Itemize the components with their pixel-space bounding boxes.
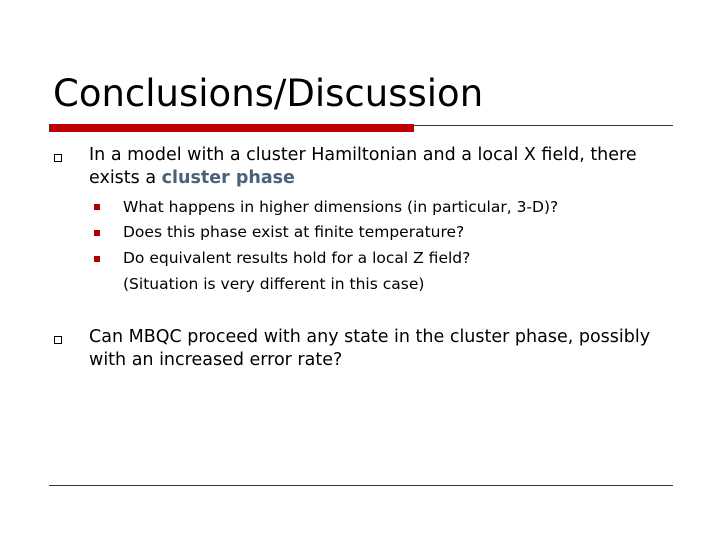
filled-square-bullet-icon [94,204,100,210]
square-bullet-icon [54,336,62,344]
filled-square-bullet-icon [94,230,100,236]
footer-rule [49,485,673,486]
bullet-2-text: Can MBQC proceed with any state in the cluster phase, possibly with an increased error rate? [89,327,651,370]
cluster-phase-highlight: cluster phase [161,168,295,188]
sub-bullet-3-text: Do equivalent results hold for a local Z field? [123,249,471,267]
square-bullet-icon [54,154,62,162]
filled-square-bullet-icon [94,256,100,262]
sub-bullet-2-text: Does this phase exist at finite temperature? [123,223,465,241]
title-underline [49,124,414,132]
slide-title: Conclusions/Discussion [53,72,484,115]
sub-bullet-3-continuation: (Situation is very different in this case) [123,275,425,293]
bullet-1-text [89,144,674,190]
title-underline-thin [414,125,673,126]
bullet-1-text-before: In a model with a cluster Hamiltonian and a local X field, there exists a [89,145,637,188]
sub-bullet-1-text: What happens in higher dimensions (in particular, 3-D)? [123,198,559,216]
